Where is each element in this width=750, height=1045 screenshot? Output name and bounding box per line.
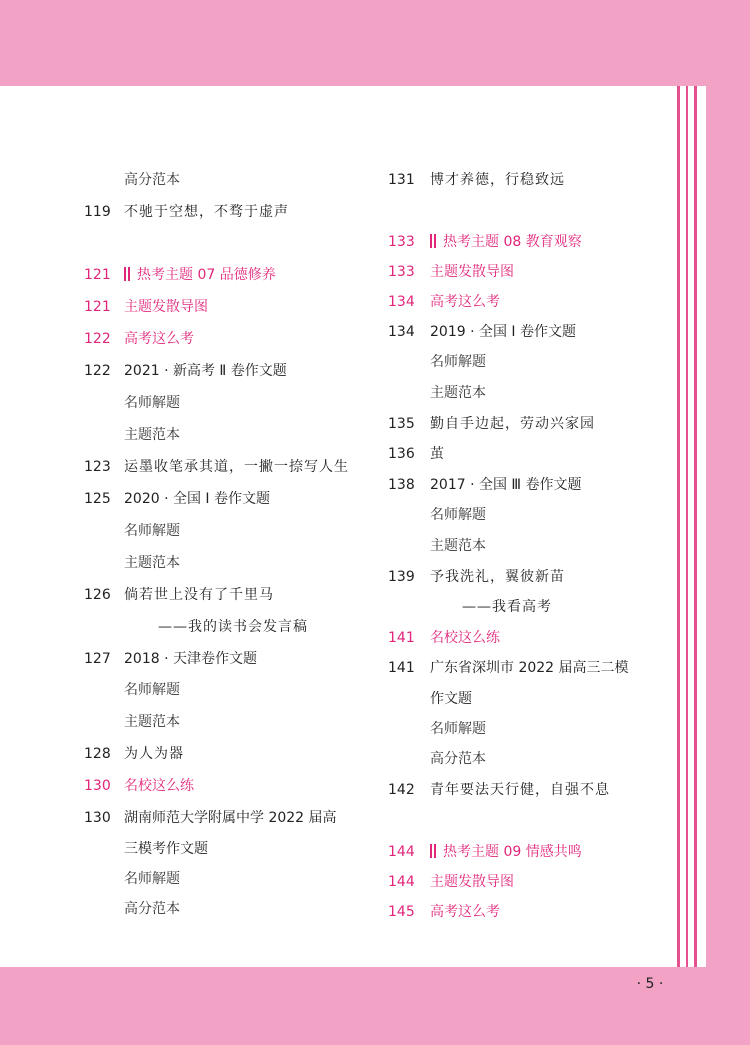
toc-topic-label: 热考主题 09 情感共鸣 — [443, 844, 582, 860]
toc-page-number: 135 — [388, 416, 415, 432]
toc-page-number: 145 — [388, 904, 415, 920]
toc-entry-title: 名师解题 — [124, 395, 180, 411]
toc-page-number: 131 — [388, 172, 415, 188]
toc-topic-label: 热考主题 08 教育观察 — [443, 234, 582, 250]
toc-page-number: 123 — [84, 459, 111, 475]
toc-entry-title: 博才养德，行稳致远 — [430, 172, 565, 188]
toc-entry-title: 名师解题 — [124, 871, 180, 887]
toc-entry-title: 2021 · 新高考 Ⅱ 卷作文题 — [124, 363, 287, 379]
top-pink-band — [0, 0, 750, 86]
toc-page-number: 121 — [84, 299, 111, 315]
toc-entry-title: 名校这么练 — [430, 630, 500, 646]
toc-entry-title: 主题范本 — [124, 427, 180, 443]
toc-page-number: 134 — [388, 324, 415, 340]
toc-entry-title: 主题范本 — [124, 714, 180, 730]
decor-line — [694, 86, 697, 967]
page-number: · 5 · — [636, 976, 664, 992]
toc-entry-title: 茧 — [430, 446, 445, 462]
toc-page-number: 141 — [388, 660, 415, 676]
toc-page-number: 133 — [388, 234, 415, 250]
toc-entry-title: 2018 · 天津卷作文题 — [124, 651, 257, 667]
toc-entry-title: 2020 · 全国 Ⅰ 卷作文题 — [124, 491, 271, 507]
toc-entry-title: 高考这么考 — [124, 331, 194, 347]
toc-entry-title: 2017 · 全国 Ⅲ 卷作文题 — [430, 477, 582, 493]
toc-page-number: 128 — [84, 746, 111, 762]
double-bar-icon — [430, 842, 438, 862]
toc-entry-title: 名师解题 — [124, 523, 180, 539]
toc-entry-title: 广东省深圳市 2022 届高三二模 — [430, 660, 629, 676]
toc-entry-title: 予我洗礼，翼彼新苗 — [430, 569, 565, 585]
toc-page-number: 125 — [84, 491, 111, 507]
double-bar-icon — [430, 232, 438, 252]
decor-line — [677, 86, 680, 967]
toc-entry-title: 主题范本 — [430, 385, 486, 401]
toc-page-number: 126 — [84, 587, 111, 603]
toc-entry-title: 名师解题 — [430, 507, 486, 523]
decor-line — [686, 86, 688, 967]
toc-page-number: 139 — [388, 569, 415, 585]
toc-page-number: 130 — [84, 810, 111, 826]
toc-topic-label: 热考主题 07 品德修养 — [137, 267, 276, 283]
toc-entry-title: 高分范本 — [124, 901, 180, 917]
toc-entry-title: 名师解题 — [430, 354, 486, 370]
toc-page-number: 122 — [84, 363, 111, 379]
toc-entry-title: 倘若世上没有了千里马 — [124, 587, 274, 603]
toc-entry-title: 主题发散导图 — [124, 299, 208, 315]
toc-entry-title: 运墨收笔承其道，一撇一捺写人生 — [124, 459, 349, 475]
toc-entry-title: ——我看高考 — [462, 599, 552, 615]
toc-entry-title: 名师解题 — [430, 721, 486, 737]
toc-entry-title: 湖南师范大学附属中学 2022 届高 — [124, 810, 337, 826]
toc-page-number: 142 — [388, 782, 415, 798]
toc-page-number: 121 — [84, 267, 111, 283]
toc-page-number: 130 — [84, 778, 111, 794]
toc-entry-title: 名校这么练 — [124, 778, 194, 794]
toc-entry-title: 为人为器 — [124, 746, 184, 762]
toc-entry-title: 主题范本 — [430, 538, 486, 554]
toc-page-number: 119 — [84, 204, 111, 220]
toc-entry-title: ——我的读书会发言稿 — [158, 619, 308, 635]
toc-entry-title: 高分范本 — [124, 172, 180, 188]
toc-entry-title: 名师解题 — [124, 682, 180, 698]
toc-page-number: 134 — [388, 294, 415, 310]
toc-entry-title: 不驰于空想，不骛于虚声 — [124, 204, 289, 220]
toc-entry-title: 主题范本 — [124, 555, 180, 571]
toc-entry-title: 主题发散导图 — [430, 264, 514, 280]
toc-topic-heading — [430, 232, 582, 252]
toc-page-number: 144 — [388, 844, 415, 860]
toc-entry-title: 高分范本 — [430, 751, 486, 767]
toc-entry-title: 高考这么考 — [430, 294, 500, 310]
toc-page-number: 127 — [84, 651, 111, 667]
toc-page-number: 122 — [84, 331, 111, 347]
toc-page-number: 136 — [388, 446, 415, 462]
toc-page-number: 144 — [388, 874, 415, 890]
toc-entry-title: 勤自手边起，劳动兴家园 — [430, 416, 595, 432]
double-bar-icon — [124, 265, 132, 285]
toc-entry-title: 高考这么考 — [430, 904, 500, 920]
toc-entry-title: 2019 · 全国 Ⅰ 卷作文题 — [430, 324, 577, 340]
toc-entry-title: 主题发散导图 — [430, 874, 514, 890]
toc-topic-heading — [124, 265, 276, 285]
toc-entry-title: 三模考作文题 — [124, 841, 208, 857]
toc-entry-title: 作文题 — [430, 691, 472, 707]
toc-entry-title: 青年要法天行健，自强不息 — [430, 782, 610, 798]
toc-page-number: 133 — [388, 264, 415, 280]
toc-page-number: 138 — [388, 477, 415, 493]
toc-topic-heading — [430, 842, 582, 862]
toc-page-number: 141 — [388, 630, 415, 646]
